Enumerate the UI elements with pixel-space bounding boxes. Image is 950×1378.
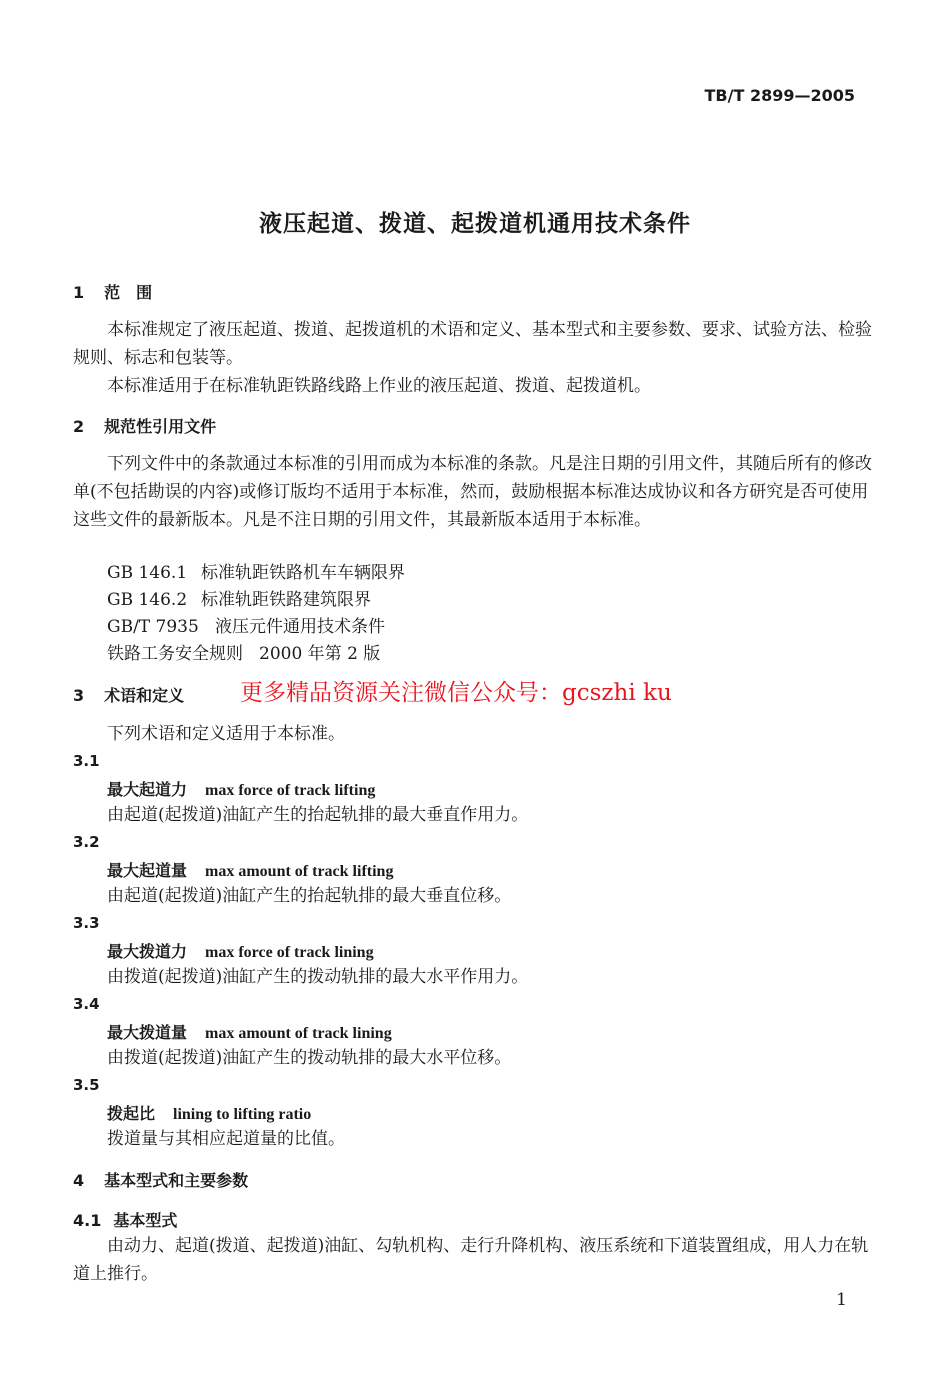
section-4-heading: [73, 1168, 248, 1191]
term-entry: [107, 858, 393, 881]
term-zh: 最大起道量: [107, 861, 188, 880]
section-1-heading: [73, 280, 152, 303]
standard-number: TB/T 2899—2005: [704, 86, 855, 105]
term-definition: 由起道(起拨道)油缸产生的抬起轨排的最大垂直位移。: [107, 886, 512, 906]
term-definition: 由拨道(起拨道)油缸产生的拨动轨排的最大水平位移。: [107, 1048, 512, 1068]
reference-title: 液压元件通用技术条件: [215, 617, 385, 637]
reference-item: [107, 586, 371, 614]
reference-code: GB 146.1: [107, 563, 188, 583]
section-title: 基本型式和主要参数: [104, 1171, 249, 1190]
term-entry: [107, 1020, 392, 1043]
term-zh: 最大拨道力: [107, 942, 188, 961]
section-title: 范 围: [104, 283, 153, 302]
reference-title: 标准轨距铁路机车车辆限界: [201, 563, 405, 583]
term-en: max amount of track lining: [205, 1025, 392, 1042]
page-number: 1: [836, 1290, 847, 1310]
reference-item: [107, 559, 405, 587]
reference-item: [107, 613, 385, 641]
reference-code: GB/T 7935: [107, 617, 199, 637]
watermark-notice: 更多精品资源关注微信公众号：gcszhi ku: [240, 680, 672, 706]
term-zh: 最大起道力: [107, 780, 188, 799]
section-title: 规范性引用文件: [104, 417, 217, 436]
document-title: 液压起道、拨道、起拨道机通用技术条件: [259, 211, 691, 237]
section-number: 1: [73, 283, 85, 302]
subsection-4-1-heading: [73, 1208, 177, 1231]
section-number: 4: [73, 1171, 85, 1190]
section-number: 3: [73, 686, 85, 705]
reference-code: 铁路工务安全规则: [107, 644, 243, 664]
basic-type-paragraph: 由动力、起道(拨道、起拨道)油缸、勾轨机构、走行升降机构、液压系统和下道装置组成，用人力在轨道上推行。: [73, 1236, 869, 1284]
term-number: 3.3: [73, 914, 100, 932]
section-number: 2: [73, 417, 85, 436]
reference-title: 标准轨距铁路建筑限界: [201, 590, 371, 610]
term-number: 3.1: [73, 752, 100, 770]
term-en: lining to lifting ratio: [173, 1106, 312, 1123]
term-en: max force of track lining: [205, 944, 374, 961]
scope-paragraph-2: 本标准适用于在标准轨距铁路线路上作业的液压起道、拨道、起拨道机。: [107, 376, 651, 396]
term-definition: 由拨道(起拨道)油缸产生的拨动轨排的最大水平作用力。: [107, 967, 529, 987]
subsection-title: 基本型式: [113, 1211, 178, 1230]
scope-paragraph-1: 本标准规定了液压起道、拨道、起拨道机的术语和定义、基本型式和主要参数、要求、试验方法、检验规则、标志和包装等。: [73, 320, 872, 368]
subsection-number: 4.1: [73, 1211, 102, 1230]
terms-intro: 下列术语和定义适用于本标准。: [107, 724, 345, 744]
term-number: 3.2: [73, 833, 100, 851]
term-entry: [107, 939, 374, 962]
reference-item: [107, 640, 380, 668]
term-definition: 拨道量与其相应起道量的比值。: [107, 1129, 345, 1149]
section-3-heading: [73, 683, 184, 706]
term-entry: [107, 777, 375, 800]
term-en: max force of track lifting: [205, 782, 376, 799]
term-en: max amount of track lifting: [205, 863, 394, 880]
reference-title: 2000 年第 2 版: [259, 644, 381, 664]
term-entry: [107, 1101, 311, 1124]
section-title: 术语和定义: [104, 686, 185, 705]
term-zh: 拨起比: [107, 1104, 156, 1123]
reference-code: GB 146.2: [107, 590, 188, 610]
term-zh: 最大拨道量: [107, 1023, 188, 1042]
term-number: 3.4: [73, 995, 100, 1013]
normative-references-paragraph: 下列文件中的条款通过本标准的引用而成为本标准的条款。凡是注日期的引用文件，其随后所有的修改单(不包括勘误的内容)或修订版均不适用于本标准，然而，鼓励根据本标准达成协议和各方研究是否可使用这些文件的最新版本。凡是不注日期的引用文件，其最新版本适用于本标准。: [73, 454, 872, 530]
section-2-heading: [73, 414, 216, 437]
term-definition: 由起道(起拨道)油缸产生的抬起轨排的最大垂直作用力。: [107, 805, 529, 825]
term-number: 3.5: [73, 1076, 100, 1094]
